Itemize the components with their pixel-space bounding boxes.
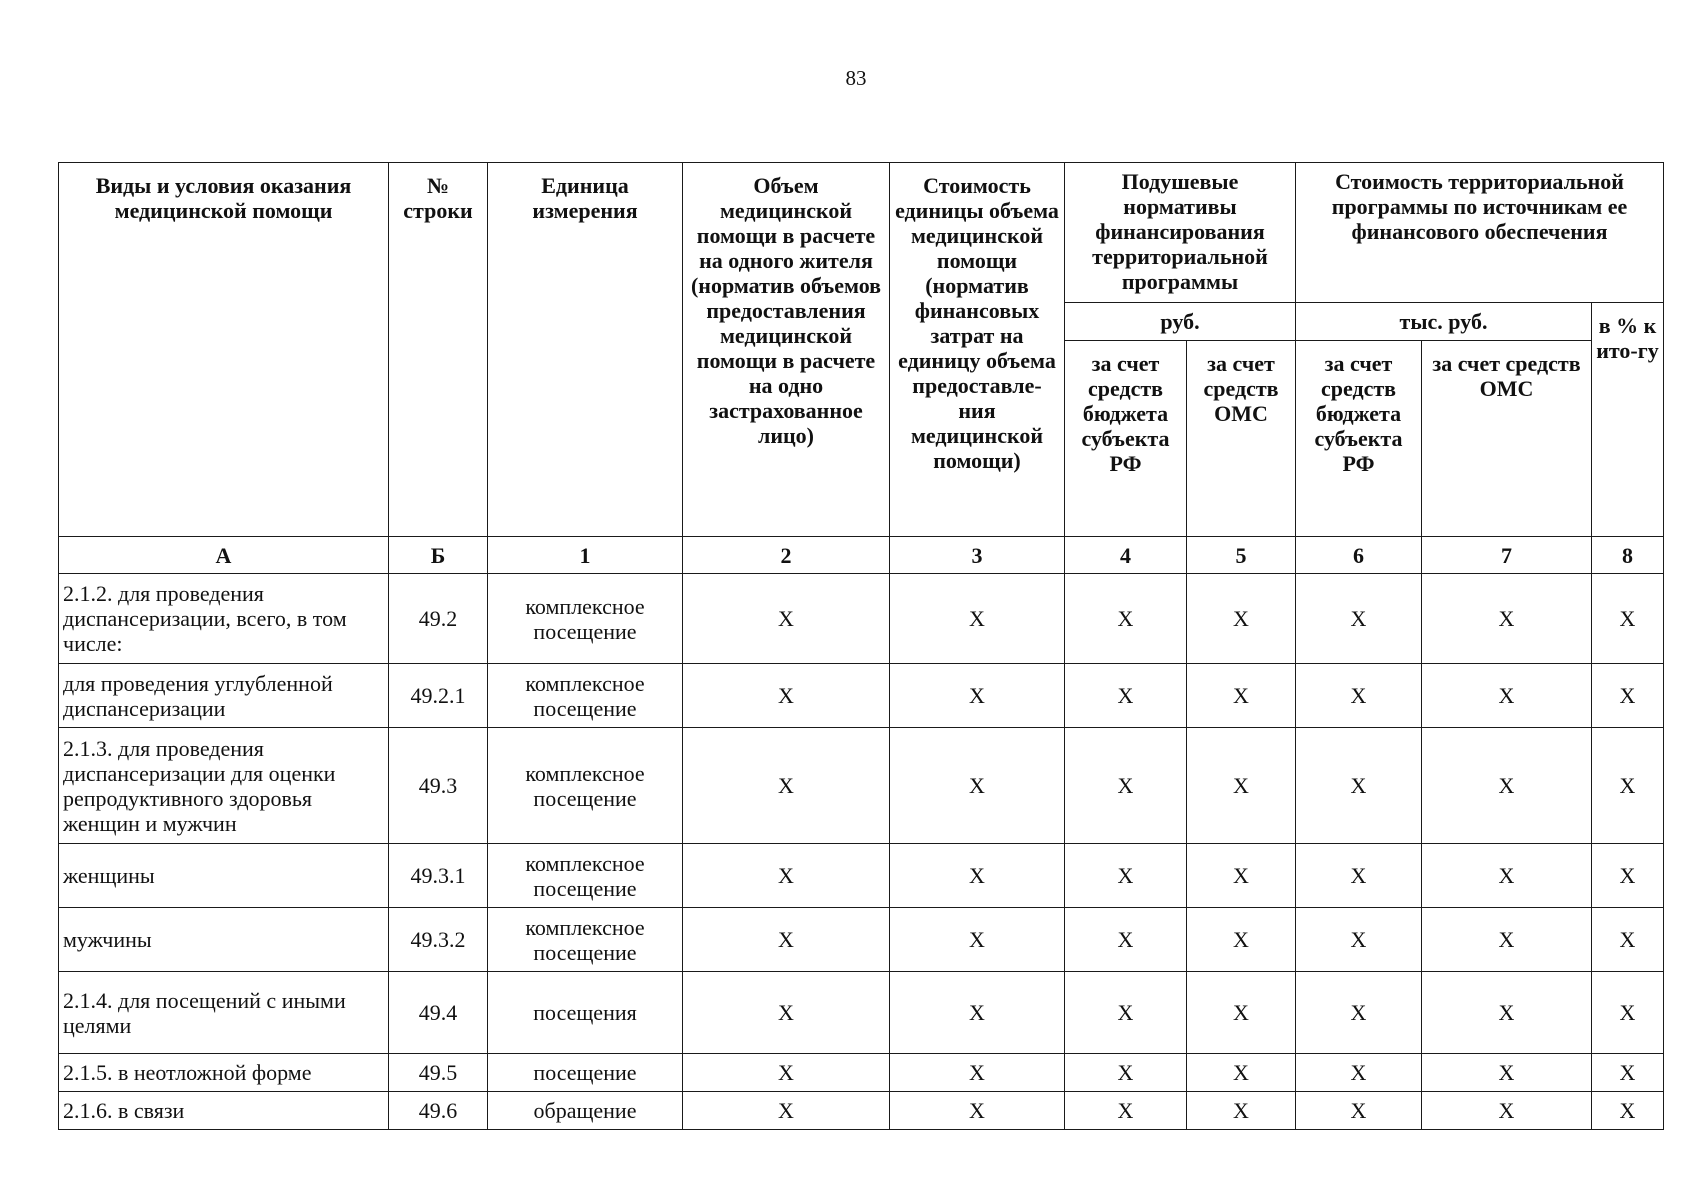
row-value: Х: [1187, 908, 1296, 972]
header-oms-thousand: за счет средств ОМС: [1422, 341, 1592, 537]
row-value: Х: [1422, 908, 1592, 972]
row-value: Х: [1296, 574, 1422, 664]
row-value: Х: [683, 574, 890, 664]
row-value: Х: [1065, 844, 1187, 908]
row-unit: посещение: [488, 1054, 683, 1092]
column-number: 6: [1296, 537, 1422, 574]
row-value: Х: [890, 908, 1065, 972]
row-value: Х: [1187, 664, 1296, 728]
row-value: Х: [683, 728, 890, 844]
tariff-table: [58, 162, 1664, 1130]
header-budget-rub: за счет средств бюджета субъекта РФ: [1065, 341, 1187, 537]
row-value: Х: [1065, 664, 1187, 728]
row-line-number: 49.4: [389, 972, 488, 1054]
row-value: Х: [1296, 972, 1422, 1054]
row-value: Х: [1592, 844, 1664, 908]
table-row: [59, 574, 1664, 664]
column-number: 2: [683, 537, 890, 574]
row-value: Х: [1187, 728, 1296, 844]
row-unit: обращение: [488, 1092, 683, 1130]
header-per-capita-group: Подушевые нормативы финансирования территориальной программы: [1065, 163, 1296, 303]
header-unit-cost: Стоимость единицы объема медицинской помощи (норматив финансовых затрат на единицу объема предоставле-ния медицинской помощи): [890, 163, 1065, 537]
row-value: Х: [890, 1092, 1065, 1130]
header-volume: Объем медицинской помощи в расчете на одного жителя (норматив объемов предоставления медицинской помощи в расчете на одно застрахованное лицо): [683, 163, 890, 537]
row-unit: комплексное посещение: [488, 574, 683, 664]
header-unit-rub: руб.: [1065, 303, 1296, 341]
row-value: Х: [1422, 972, 1592, 1054]
row-value: Х: [1296, 844, 1422, 908]
row-value: Х: [1296, 664, 1422, 728]
row-value: Х: [890, 972, 1065, 1054]
row-value: Х: [890, 1054, 1065, 1092]
column-number: 7: [1422, 537, 1592, 574]
row-value: Х: [683, 844, 890, 908]
row-line-number: 49.3.1: [389, 844, 488, 908]
header-cost-group: Стоимость территориальной программы по источникам ее финансового обеспечения: [1296, 163, 1664, 303]
table-row: [59, 1054, 1664, 1092]
row-value: Х: [890, 728, 1065, 844]
row-name: мужчины: [59, 908, 389, 972]
row-unit: посещения: [488, 972, 683, 1054]
row-value: Х: [1296, 728, 1422, 844]
row-name: 2.1.4. для посещений с иными целями: [59, 972, 389, 1054]
row-line-number: 49.6: [389, 1092, 488, 1130]
row-value: Х: [890, 574, 1065, 664]
row-value: Х: [1592, 664, 1664, 728]
row-unit: комплексное посещение: [488, 844, 683, 908]
row-value: Х: [1296, 1054, 1422, 1092]
row-value: Х: [1592, 972, 1664, 1054]
row-value: Х: [1065, 728, 1187, 844]
table-row: [59, 664, 1664, 728]
row-line-number: 49.3.2: [389, 908, 488, 972]
table-row: [59, 972, 1664, 1054]
header-unit-thousand-rub: тыс. руб.: [1296, 303, 1592, 341]
header-unit-percent: в % к ито-гу: [1592, 303, 1664, 537]
row-value: Х: [1296, 908, 1422, 972]
row-line-number: 49.2.1: [389, 664, 488, 728]
row-value: Х: [1296, 1092, 1422, 1130]
column-number: 5: [1187, 537, 1296, 574]
row-name: 2.1.5. в неотложной форме: [59, 1054, 389, 1092]
row-value: Х: [1592, 728, 1664, 844]
row-value: Х: [1422, 1092, 1592, 1130]
column-number: 8: [1592, 537, 1664, 574]
column-number: 4: [1065, 537, 1187, 574]
column-number: Б: [389, 537, 488, 574]
row-unit: комплексное посещение: [488, 908, 683, 972]
column-number: 1: [488, 537, 683, 574]
row-value: Х: [1065, 1092, 1187, 1130]
row-name: женщины: [59, 844, 389, 908]
table-row: [59, 1092, 1664, 1130]
row-value: Х: [1187, 844, 1296, 908]
row-name: 2.1.3. для проведения диспансеризации для оценки репродуктивного здоровья женщин и мужчин: [59, 728, 389, 844]
row-value: Х: [683, 1054, 890, 1092]
table-row: [59, 908, 1664, 972]
page-number: 83: [845, 66, 867, 90]
row-value: Х: [1187, 1092, 1296, 1130]
row-value: Х: [1065, 574, 1187, 664]
header-line-number: № строки: [389, 163, 488, 537]
row-value: Х: [1065, 908, 1187, 972]
row-value: Х: [1422, 728, 1592, 844]
row-value: Х: [1592, 908, 1664, 972]
row-line-number: 49.3: [389, 728, 488, 844]
column-number: 3: [890, 537, 1065, 574]
row-value: Х: [1592, 574, 1664, 664]
row-unit: комплексное посещение: [488, 664, 683, 728]
row-name: 2.1.2. для проведения диспансеризации, всего, в том числе:: [59, 574, 389, 664]
row-value: Х: [1422, 1054, 1592, 1092]
header-oms-rub: за счет средств ОМС: [1187, 341, 1296, 537]
table-row: [59, 728, 1664, 844]
row-unit: комплексное посещение: [488, 728, 683, 844]
row-value: Х: [1422, 664, 1592, 728]
column-number: А: [59, 537, 389, 574]
row-value: Х: [1422, 574, 1592, 664]
row-value: Х: [683, 972, 890, 1054]
row-value: Х: [1422, 844, 1592, 908]
row-line-number: 49.2: [389, 574, 488, 664]
row-value: Х: [683, 1092, 890, 1130]
row-value: Х: [1187, 1054, 1296, 1092]
row-value: Х: [1187, 574, 1296, 664]
row-value: Х: [1065, 972, 1187, 1054]
row-value: Х: [683, 908, 890, 972]
row-name: для проведения углубленной диспансеризации: [59, 664, 389, 728]
row-value: Х: [683, 664, 890, 728]
row-value: Х: [1187, 972, 1296, 1054]
header-budget-thousand: за счет средств бюджета субъекта РФ: [1296, 341, 1422, 537]
row-value: Х: [1592, 1092, 1664, 1130]
table-row: [59, 844, 1664, 908]
row-value: Х: [890, 844, 1065, 908]
row-line-number: 49.5: [389, 1054, 488, 1092]
row-name: 2.1.6. в связи: [59, 1092, 389, 1130]
row-value: Х: [890, 664, 1065, 728]
row-value: Х: [1592, 1054, 1664, 1092]
header-kind-of-care: Виды и условия оказания медицинской помощи: [59, 163, 389, 537]
row-value: Х: [1065, 1054, 1187, 1092]
header-unit: Единица измерения: [488, 163, 683, 537]
